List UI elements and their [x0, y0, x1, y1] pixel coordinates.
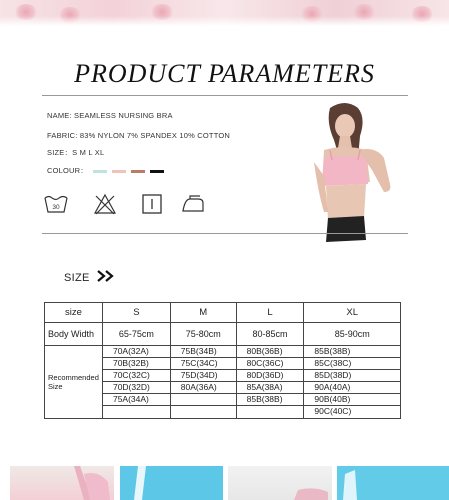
colour-swatch: [112, 170, 126, 173]
table-header-cell: L: [236, 303, 304, 323]
care-instructions: [40, 192, 210, 218]
product-photo: [10, 466, 114, 500]
no-bleach-icon: [92, 192, 118, 216]
table-header-cell: M: [170, 303, 236, 323]
body-width-cell: 85-90cm: [304, 323, 401, 346]
body-width-cell: 65-75cm: [102, 323, 170, 346]
cup-size: 70B(32B): [103, 358, 170, 370]
wash-temperature: 30: [52, 204, 60, 211]
product-photo: [120, 466, 223, 500]
body-width-cell: 80-85cm: [236, 323, 304, 346]
colour-label: COLOUR：: [47, 166, 88, 175]
colour-swatch: [93, 170, 107, 173]
cup-size: 85B(38B): [304, 346, 400, 358]
table-row: [45, 323, 401, 346]
table-header-cell: S: [102, 303, 170, 323]
tumble-dry-icon: [139, 192, 165, 216]
recommended-size-cell: [304, 346, 401, 419]
colour-row: [47, 165, 164, 176]
cup-size: 90A(40A): [304, 382, 400, 394]
table-header-cell: XL: [304, 303, 401, 323]
cup-size: 90C(40C): [314, 406, 352, 416]
top-floral-banner: [0, 0, 449, 26]
cup-size: 85C(38C): [304, 358, 400, 370]
hand-wash-30-icon: [43, 192, 69, 216]
colour-swatch: [150, 170, 164, 173]
table-header-row: [45, 303, 401, 323]
cup-size: 80D(36D): [237, 370, 304, 382]
table-header-cell: size: [45, 303, 103, 323]
row-label: Body Width: [45, 323, 103, 346]
row-label: Recommended Size: [45, 346, 103, 419]
cup-size: 85B(38B): [237, 394, 304, 406]
double-chevron-right-icon: [96, 268, 116, 284]
product-photo-strip: [0, 466, 449, 500]
cup-size: 70A(32A): [103, 346, 170, 358]
iron-icon: [180, 192, 206, 216]
cup-size: 90B(40B): [304, 394, 400, 406]
cup-size: 70C(32C): [103, 370, 170, 382]
divider: [42, 233, 408, 234]
body-width-cell: 75-80cm: [170, 323, 236, 346]
product-name: NAME: SEAMLESS NURSING BRA: [47, 111, 173, 120]
cup-size: 85A(38A): [237, 382, 304, 394]
cup-size: 85D(38D): [304, 370, 400, 382]
recommended-size-cell: [102, 346, 170, 419]
available-sizes: SIZE：S M L XL: [47, 148, 105, 157]
fabric-composition: FABRIC: 83% NYLON 7% SPANDEX 10% COTTON: [47, 131, 230, 140]
cup-size: 75B(34B): [171, 346, 236, 358]
cup-size: 75D(34D): [171, 370, 236, 382]
product-photo: [228, 466, 332, 500]
divider: [42, 95, 408, 96]
cup-size: 75A(34A): [103, 394, 170, 406]
page-title: PRODUCT PARAMETERS: [74, 59, 375, 88]
table-row: [45, 346, 401, 419]
cup-size: 80A(36A): [171, 382, 236, 394]
cup-size: 80B(36B): [237, 346, 304, 358]
model-photo: [300, 100, 406, 250]
cup-size: 75C(34C): [171, 358, 236, 370]
size-chart-table: [44, 302, 401, 419]
recommended-size-cell: [170, 346, 236, 419]
product-photo: [337, 466, 449, 500]
colour-swatch: [131, 170, 145, 173]
cup-size: 80C(36C): [237, 358, 304, 370]
recommended-size-cell: [236, 346, 304, 419]
size-heading: SIZE: [64, 272, 90, 284]
cup-size: 70D(32D): [103, 382, 170, 394]
